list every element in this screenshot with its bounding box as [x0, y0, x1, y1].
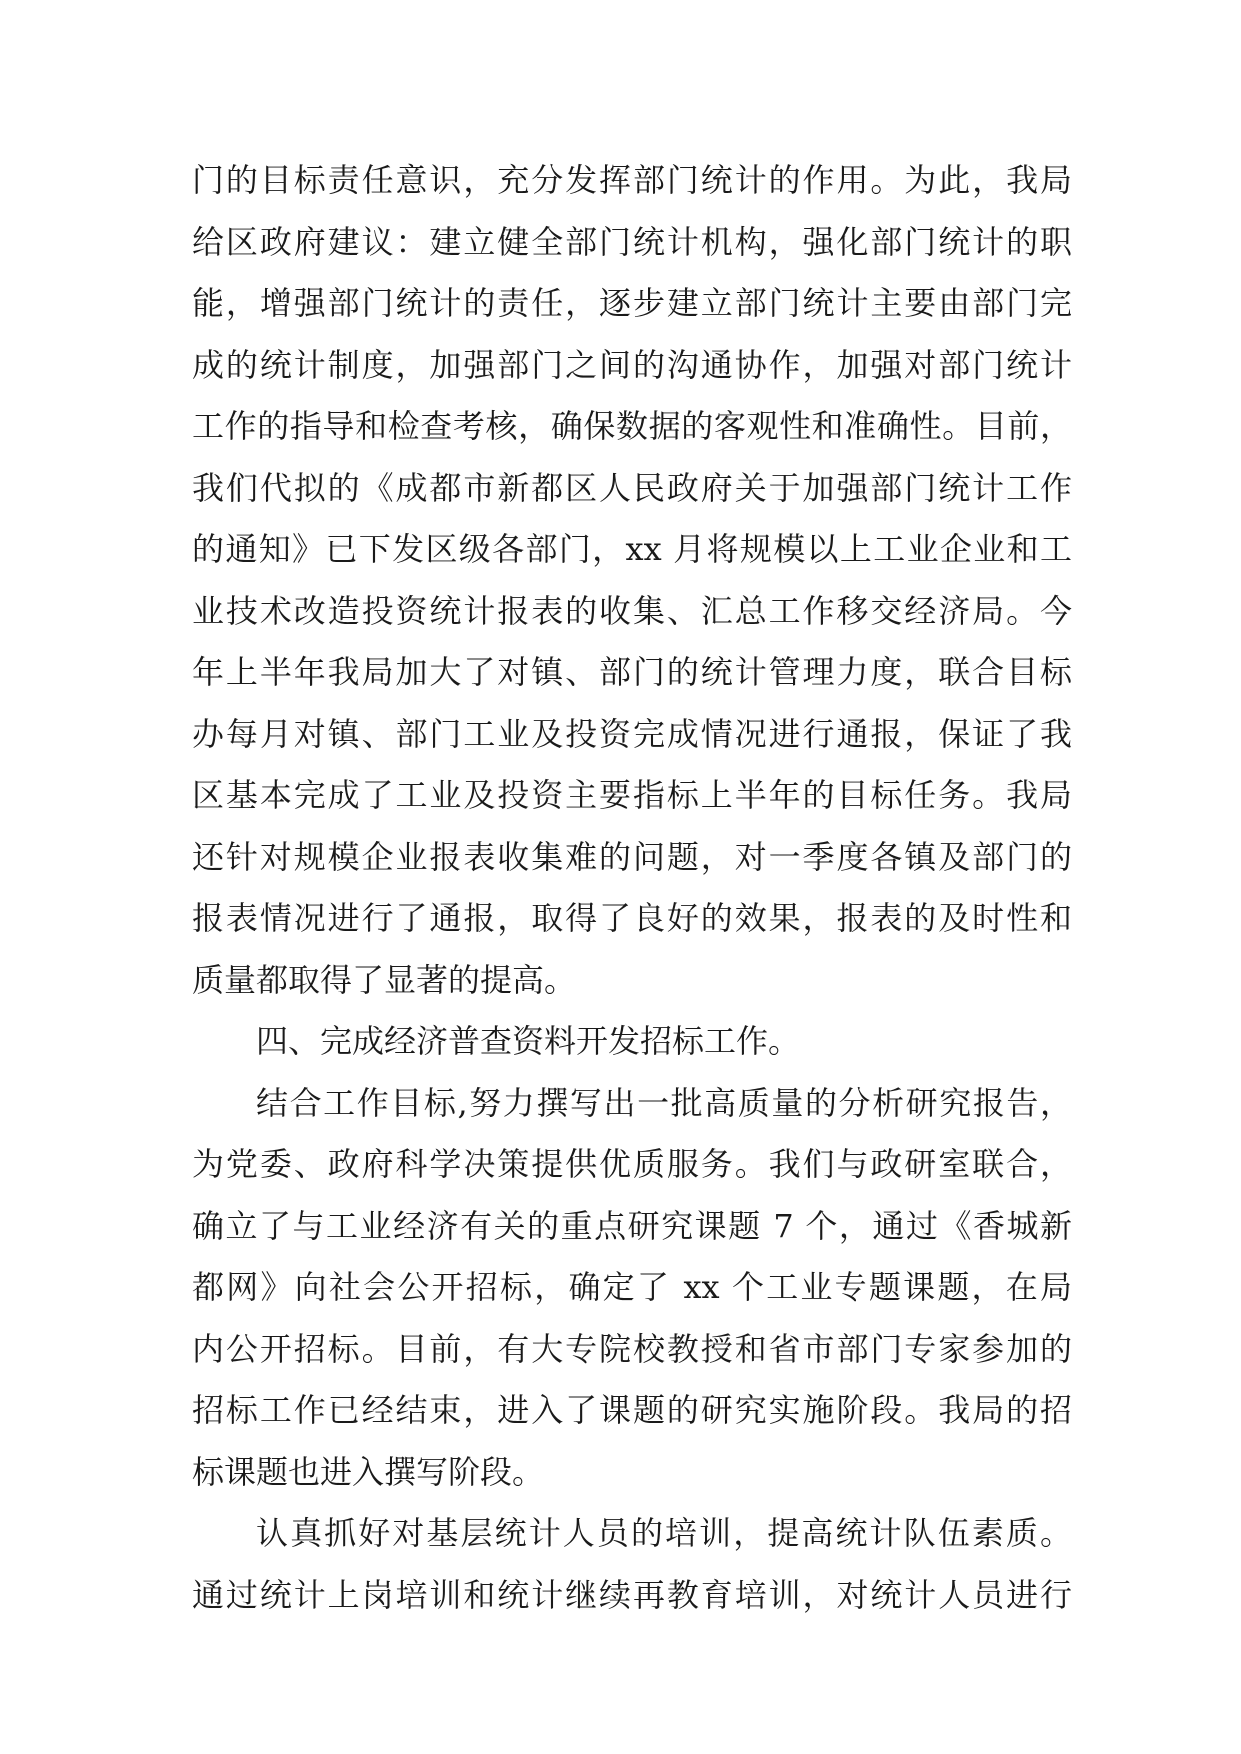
paragraph-end-line: 质量都取得了显著的提高。	[192, 960, 577, 999]
text-line: 内公开招标。目前，有大专院校教授和省市部门专家参加的	[192, 1329, 1072, 1368]
text-line: 年上半年我局加大了对镇、部门的统计管理力度，联合目标	[192, 653, 1072, 691]
text-line: 能，增强部门统计的责任，逐步建立部门统计主要由部门完	[192, 284, 1072, 322]
text-line: 区基本完成了工业及投资主要指标上半年的目标任务。我局	[192, 776, 1072, 814]
paragraph-end-line: 标课题也进入撰写阶段。	[192, 1452, 545, 1491]
text-line: 给区政府建议：建立健全部门统计机构，强化部门统计的职	[192, 222, 1072, 261]
text-line: 的通知》已下发区级各部门，xx 月将规模以上工业企业和工	[192, 530, 1072, 568]
text-line: 门的目标责任意识，充分发挥部门统计的作用。为此，我局	[192, 161, 1072, 199]
text-line: 我们代拟的《成都市新都区人民政府关于加强部门统计工作	[192, 468, 1072, 507]
text-line: 招标工作已经结束，进入了课题的研究实施阶段。我局的招	[192, 1391, 1072, 1429]
document-body	[192, 150, 1072, 1626]
text-line: 办每月对镇、部门工业及投资完成情况进行通报，保证了我	[192, 714, 1072, 753]
section-heading: 四、完成经济普查资料开发招标工作。	[256, 1022, 801, 1060]
text-line: 都网》向社会公开招标，确定了 xx 个工业专题课题，在局	[192, 1268, 1072, 1306]
text-line: 工作的指导和检查考核，确保数据的客观性和准确性。目前，	[192, 407, 1072, 445]
text-line: 确立了与工业经济有关的重点研究课题 7 个，通过《香城新	[192, 1206, 1072, 1245]
text-line: 业技术改造投资统计报表的收集、汇总工作移交经济局。今	[192, 591, 1072, 630]
text-line: 还针对规模企业报表收集难的问题，对一季度各镇及部门的	[192, 837, 1072, 876]
text-line: 为党委、政府科学决策提供优质服务。我们与政研室联合，	[192, 1145, 1072, 1183]
text-line: 通过统计上岗培训和统计继续再教育培训，对统计人员进行	[192, 1575, 1072, 1614]
text-line: 报表情况进行了通报，取得了良好的效果，报表的及时性和	[192, 899, 1072, 937]
paragraph-start-line: 认真抓好对基层统计人员的培训，提高统计队伍素质。	[256, 1514, 1072, 1552]
paragraph-start-line: 结合工作目标,努力撰写出一批高质量的分析研究报告，	[256, 1083, 1072, 1122]
text-line: 成的统计制度，加强部门之间的沟通协作，加强对部门统计	[192, 345, 1072, 384]
